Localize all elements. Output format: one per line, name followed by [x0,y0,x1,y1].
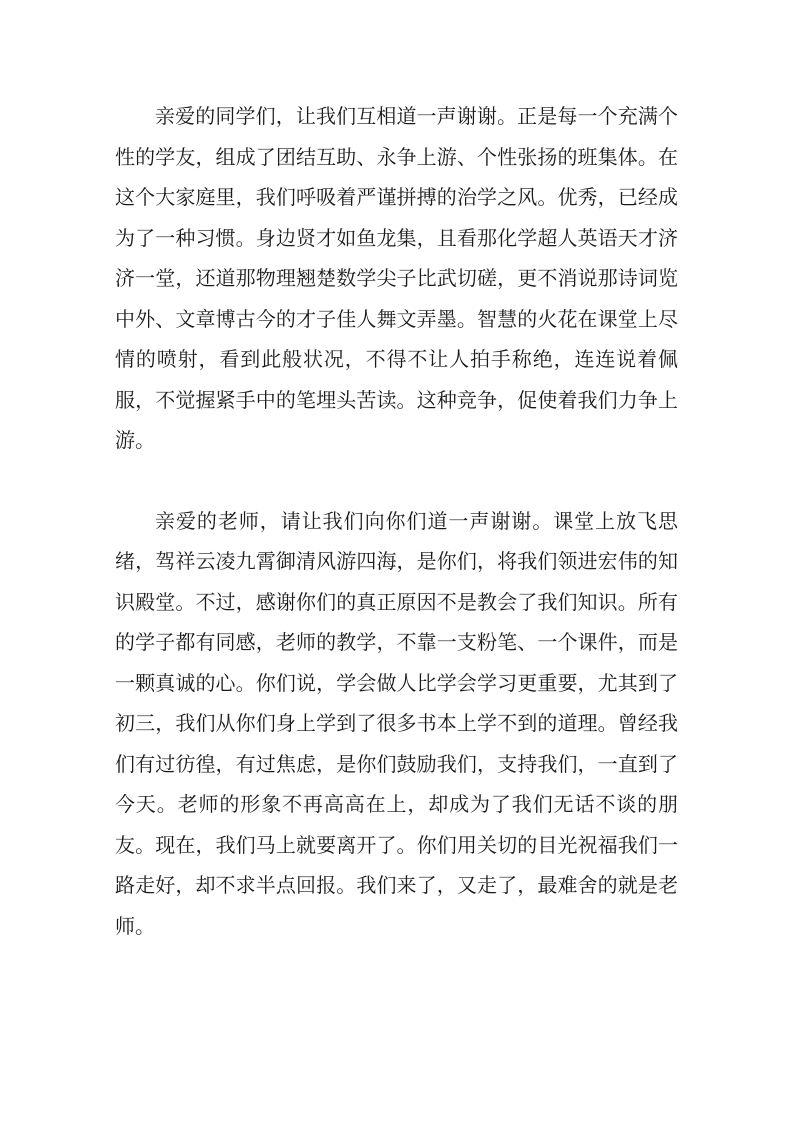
paragraph-teachers: 亲爱的老师，请让我们向你们道一声谢谢。课堂上放飞思绪，驾祥云凌九霄御清风游四海，是你们，将我们领进宏伟的知识殿堂。不过，感谢你们的真正原因不是教会了我们知识。所有的学子都有同感，老师的教学，不靠一支粉笔、一个课件，而是一颗真诚的心。你们说，学会做人比学会学习更重要，尤其到了初三，我们从你们身上学到了很多书本上学不到的道理。曾经我们有过彷徨，有过焦虑，是你们鼓励我们，支持我们，一直到了今天。老师的形象不再高高在上，却成为了我们无话不谈的朋友。现在，我们马上就要离开了。你们用关切的目光祝福我们一路走好，却不求半点回报。我们来了，又走了，最难舍的就是老师。 [115,508,678,938]
paragraph-classmates: 亲爱的同学们，让我们互相道一声谢谢。正是每一个充满个性的学友，组成了团结互助、永争上游、个性张扬的班集体。在这个大家庭里，我们呼吸着严谨拼搏的治学之风。优秀，已经成为了一种习惯。身边贤才如鱼龙集，且看那化学超人英语天才济济一堂，还道那物理翘楚数学尖子比武切磋，更不消说那诗词览中外、文章博古今的才子佳人舞文弄墨。智慧的火花在课堂上尽情的喷射，看到此般状况，不得不让人拍手称绝，连连说着佩服，不觉握紧手中的笔埋头苦读。这种竞争，促使着我们力争上游。 [115,104,678,452]
document-body [115,96,678,946]
